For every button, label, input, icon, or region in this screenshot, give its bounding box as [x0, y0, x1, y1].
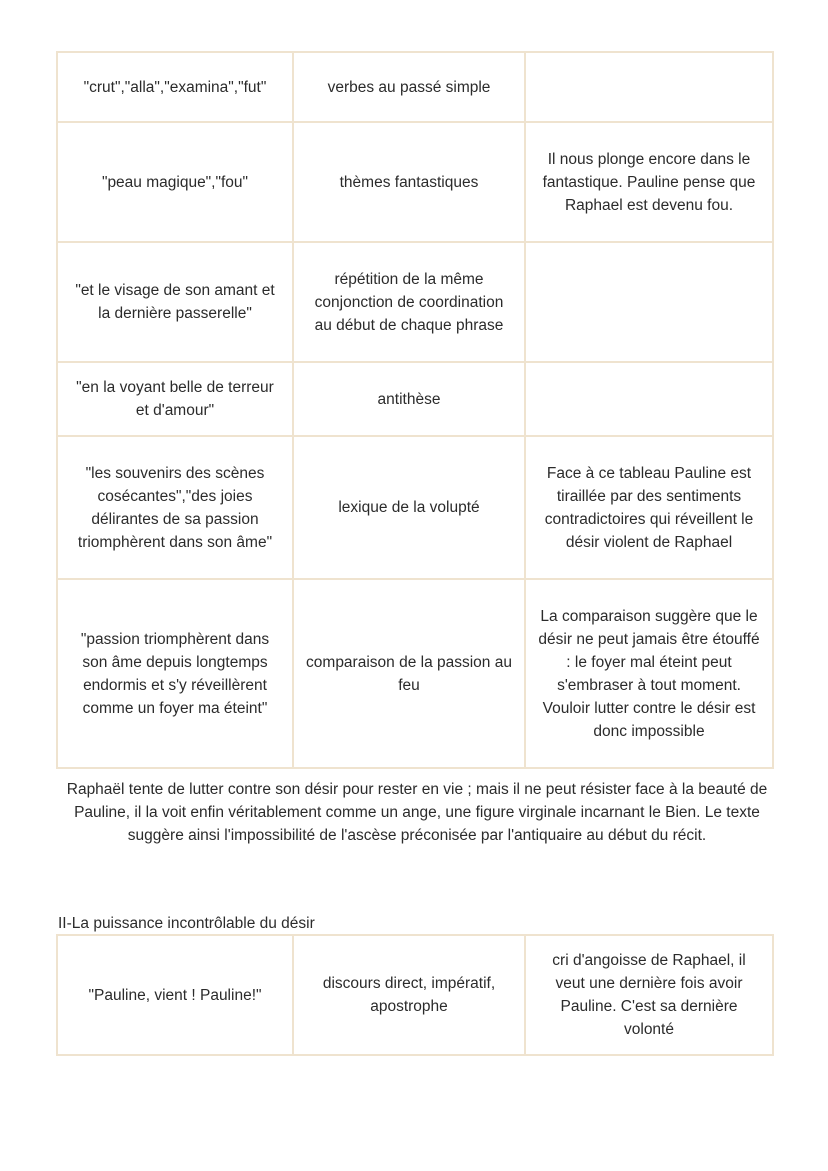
table-row	[57, 579, 773, 768]
table-row	[57, 436, 773, 579]
quote-cell: "les souvenirs des scènes cosécantes","des joies délirantes de sa passion triomphèrent dans son âme"	[57, 436, 293, 579]
interpretation-cell	[525, 52, 773, 122]
quote-cell: "Pauline, vient ! Pauline!"	[57, 935, 293, 1055]
quote-cell: "passion triomphèrent dans son âme depuis longtemps endormis et s'y réveillèrent comme un foyer ma éteint"	[57, 579, 293, 768]
interpretation-cell: La comparaison suggère que le désir ne peut jamais être étouffé : le foyer mal éteint peut s'embraser à tout moment. Vouloir lutter contre le désir est donc impossible	[525, 579, 773, 768]
procedure-cell: thèmes fantastiques	[293, 122, 525, 242]
section-heading: II-La puissance incontrôlable du désir	[58, 915, 315, 932]
table-row	[57, 362, 773, 436]
table-row	[57, 122, 773, 242]
table-row	[57, 935, 773, 1055]
quote-cell: "peau magique","fou"	[57, 122, 293, 242]
interpretation-cell	[525, 362, 773, 436]
quote-cell: "et le visage de son amant et la dernière passerelle"	[57, 242, 293, 362]
table-row	[57, 242, 773, 362]
procedure-cell: comparaison de la passion au feu	[293, 579, 525, 768]
analysis-table	[56, 51, 774, 769]
quote-cell: "en la voyant belle de terreur et d'amour"	[57, 362, 293, 436]
interpretation-cell: cri d'angoisse de Raphael, il veut une dernière fois avoir Pauline. C'est sa dernière volonté	[525, 935, 773, 1055]
interpretation-cell: Face à ce tableau Pauline est tiraillée par des sentiments contradictoires qui réveillent le désir violent de Raphael	[525, 436, 773, 579]
procedure-cell: lexique de la volupté	[293, 436, 525, 579]
procedure-cell: discours direct, impératif, apostrophe	[293, 935, 525, 1055]
procedure-cell: répétition de la même conjonction de coordination au début de chaque phrase	[293, 242, 525, 362]
interpretation-cell	[525, 242, 773, 362]
conclusion-paragraph: Raphaël tente de lutter contre son désir pour rester en vie ; mais il ne peut résister face à la beauté de Pauline, il la voit enfin véritablement comme un ange, une figure virginale incarnant le Bien. Le texte suggère ainsi l'impossibilité de l'ascèse préconisée par l'antiquaire au début du récit.	[66, 781, 768, 844]
procedure-cell: antithèse	[293, 362, 525, 436]
interpretation-cell: Il nous plonge encore dans le fantastique. Pauline pense que Raphael est devenu fou.	[525, 122, 773, 242]
procedure-cell: verbes au passé simple	[293, 52, 525, 122]
table-row	[57, 52, 773, 122]
quote-cell: "crut","alla","examina","fut"	[57, 52, 293, 122]
analysis-table-2	[56, 934, 774, 1056]
